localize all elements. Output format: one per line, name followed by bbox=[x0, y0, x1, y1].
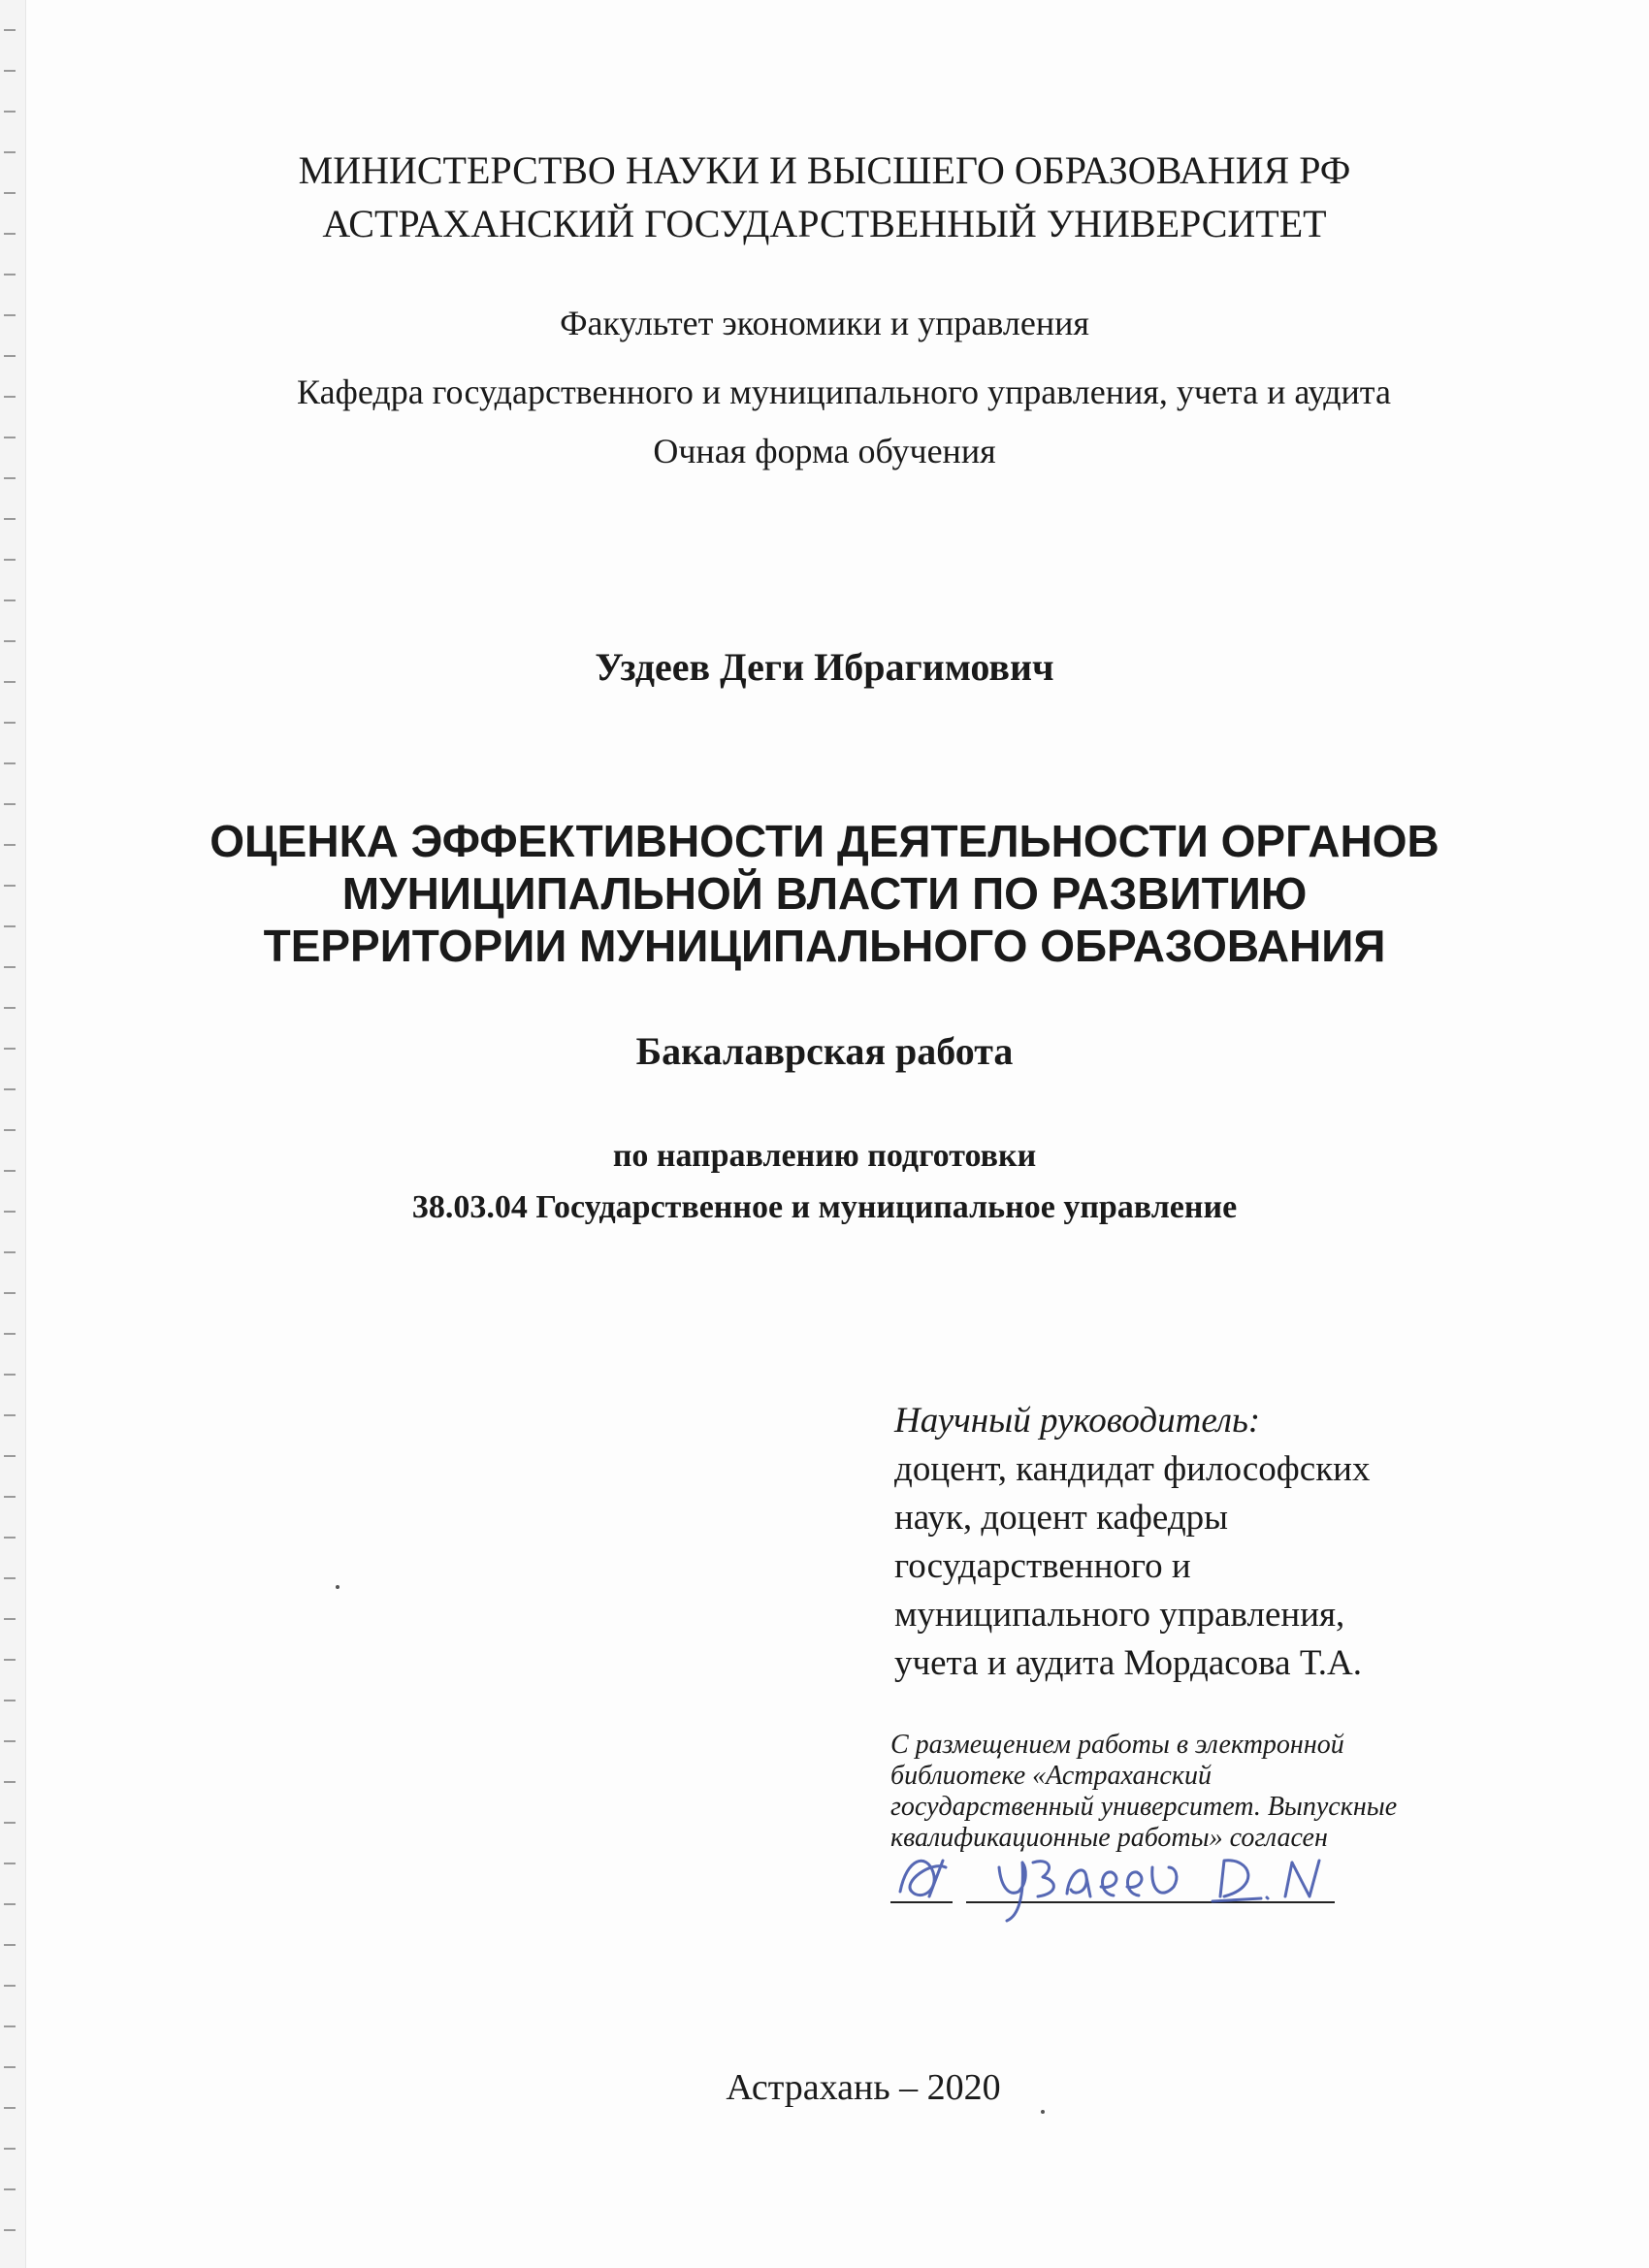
binding-tick bbox=[4, 2148, 16, 2150]
binding-tick bbox=[4, 1618, 16, 1620]
binding-tick bbox=[4, 2025, 16, 2027]
binding-tick bbox=[4, 1129, 16, 1131]
binding-tick bbox=[4, 355, 16, 357]
consent-line: С размещением работы в электронной bbox=[890, 1730, 1344, 1760]
supervisor-line: наук, доцент кафедры bbox=[894, 1498, 1229, 1538]
binding-tick bbox=[4, 2107, 16, 2109]
consent-block bbox=[890, 1730, 1397, 1854]
binding-tick bbox=[4, 722, 16, 724]
binding-tick bbox=[4, 1088, 16, 1090]
binding-tick bbox=[4, 1740, 16, 1742]
consent-line: библиотеке «Астраханский bbox=[890, 1761, 1212, 1791]
binding-tick bbox=[4, 29, 16, 31]
binding-tick bbox=[4, 1007, 16, 1009]
binding-tick bbox=[4, 1903, 16, 1905]
faculty-line: Факультет экономики и управления bbox=[560, 304, 1089, 342]
binding-tick bbox=[4, 2188, 16, 2190]
binding-tick bbox=[4, 1700, 16, 1701]
binding-tick bbox=[4, 2066, 16, 2068]
consent-line: квалификационные работы» согласен bbox=[890, 1823, 1328, 1853]
thesis-title-line: ТЕРРИТОРИИ МУНИЦИПАЛЬНОГО ОБРАЗОВАНИЯ bbox=[263, 921, 1386, 971]
binding-tick bbox=[4, 1863, 16, 1864]
binding-tick bbox=[4, 1292, 16, 1294]
direction-label: по направлению подготовки bbox=[612, 1138, 1037, 1174]
binding-tick bbox=[4, 1781, 16, 1783]
supervisor-line: государственного и bbox=[894, 1546, 1191, 1586]
study-form-line: Очная форма обучения bbox=[653, 432, 996, 470]
binding-tick bbox=[4, 274, 16, 275]
binding-tick bbox=[4, 1455, 16, 1457]
binding-tick bbox=[4, 518, 16, 520]
supervisor-line: муниципального управления, bbox=[894, 1595, 1345, 1635]
binding-tick bbox=[4, 1414, 16, 1416]
binding-tick bbox=[4, 1985, 16, 1987]
scan-speck bbox=[1041, 2110, 1045, 2114]
thesis-title-line: МУНИЦИПАЛЬНОЙ ВЛАСТИ ПО РАЗВИТИЮ bbox=[341, 868, 1308, 919]
work-type: Бакалаврская работа bbox=[635, 1029, 1014, 1073]
ministry-line: МИНИСТЕРСТВО НАУКИ И ВЫСШЕГО ОБРАЗОВАНИЯ РФ bbox=[298, 148, 1351, 192]
direction-code-name: 38.03.04 Государственное и муниципальное управление bbox=[411, 1189, 1238, 1225]
binding-tick bbox=[4, 1537, 16, 1539]
city-year: Астрахань – 2020 bbox=[726, 2067, 1001, 2108]
binding-tick bbox=[4, 1496, 16, 1498]
supervisor-label: Научный руководитель: bbox=[894, 1401, 1261, 1441]
binding-tick bbox=[4, 70, 16, 72]
supervisor-line: доцент, кандидат философских bbox=[894, 1449, 1371, 1489]
consent-line: государственный университет. Выпускные bbox=[890, 1792, 1398, 1822]
binding-tick bbox=[4, 1333, 16, 1335]
binding-tick bbox=[4, 396, 16, 398]
binding-tick bbox=[4, 477, 16, 479]
binding-tick bbox=[4, 111, 16, 113]
binding-tick bbox=[4, 1577, 16, 1579]
binding-tick bbox=[4, 559, 16, 561]
binding-tick bbox=[4, 1251, 16, 1253]
scan-speck bbox=[336, 1585, 340, 1589]
signature-line-long bbox=[966, 1901, 1335, 1903]
supervisor-block bbox=[894, 1397, 1370, 1688]
binding-tick bbox=[4, 803, 16, 805]
thesis-title-line: ОЦЕНКА ЭФФЕКТИВНОСТИ ДЕЯТЕЛЬНОСТИ ОРГАНОВ bbox=[210, 816, 1439, 866]
binding-tick bbox=[4, 640, 16, 642]
signature-line-short bbox=[890, 1901, 953, 1903]
binding-tick bbox=[4, 762, 16, 764]
author-name: Уздеев Деги Ибрагимович bbox=[595, 645, 1054, 689]
university-line: АСТРАХАНСКИЙ ГОСУДАРСТВЕННЫЙ УНИВЕРСИТЕТ bbox=[322, 202, 1327, 245]
binding-tick bbox=[4, 1374, 16, 1376]
binding-tick bbox=[4, 1659, 16, 1661]
binding-tick bbox=[4, 599, 16, 601]
binding-tick bbox=[4, 1944, 16, 1946]
binding-tick bbox=[4, 1822, 16, 1824]
supervisor-line: учета и аудита Мордасова Т.А. bbox=[894, 1643, 1362, 1683]
binding-tick bbox=[4, 2229, 16, 2231]
thesis-title bbox=[0, 815, 1649, 972]
department-line: Кафедра государственного и муниципального управления, учета и аудита bbox=[297, 373, 1391, 411]
